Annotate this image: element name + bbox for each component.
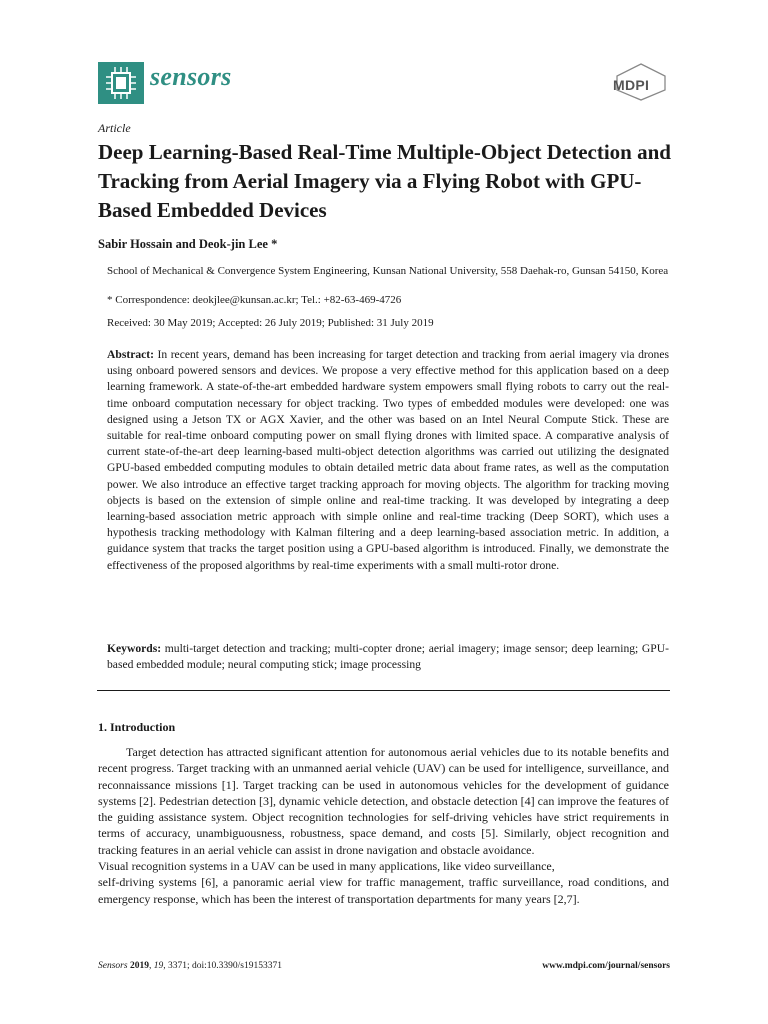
abstract-text: In recent years, demand has been increasing for target detection and tracking from aerial imagery via drones using onboard powered sensors and devices. We propose a very effective method for this application based on a deep learning framework. A state-of-the-art embedded hardware system empowers small flying robots to carry out the real-time onboard computation necessary for object tracking. Two types of embedded modules were developed: one was designed using a Jetson TX or AGX Xavier, and the other was based on an Intel Neural Compute Stick. These are suitable for real-time onboard computing power on small flying drones with limited space. A comparative analysis of current state-of-the-art deep learning-based multi-object detection algorithms was carried out utilizing the designated GPU-based embedded computing modules to obtain detailed metric data about frame rates, as well as the computation power. We also introduce an effective target tracking approach for moving objects. The algorithm for tracking moving objects is based on the extension of simple online and real-time tracking. It was developed by integrating a deep learning-based association metric approach with simple online and real-time tracking (Deep SORT), which uses a hypothesis tracking methodology with Kalman filtering and a deep learning-based association metric. In addition, a guidance system that tracks the target position using a GPU-based algorithm is introduced. Finally, we demonstrate the effectiveness of the proposed algorithms by real-time experiments with a small multi-rotor drone. [107,348,669,572]
footer-journal: Sensors [98,961,128,971]
journal-logo-icon [98,62,144,104]
footer-citation: Sensors 2019, 19, 3371; doi:10.3390/s19153371 [98,961,282,971]
intro-line: Visual recognition systems in a UAV can be used in many applications, like video surveillance, [98,859,555,874]
intro-paragraph-continued: self-driving systems [6], a panoramic aerial view for traffic management, traffic surveillance, road conditions, and emergency response, which has been the interest of transportation departments for many years [2,7]. [98,875,669,906]
publication-dates: Received: 30 May 2019; Accepted: 26 July 2019; Published: 31 July 2019 [107,317,434,329]
section-divider [97,690,670,691]
intro-paragraph: Target detection has attracted significant attention for autonomous aerial vehicles due to its notable benefits and recent progress. Target tracking with an unmanned aerial vehicle (UAV) can be used for intelligence, surveillance, and reconnaissance missions [1]. Target tracking can be used in autonomous vehicles for the development of guidance systems [2]. Pedestrian detection [3], dynamic vehicle detection, and obstacle detection [4] can improve the features of the guiding assistance system. Object recognition technologies for self-driving vehicles have strict requirements in terms of accuracy, unambiguousness, robustness, space demand, and costs [5]. Similarly, object recognition and tracking features in an aerial vehicle can assist in drone navigation and obstacle avoidance. [98,745,669,857]
footer-url[interactable]: www.mdpi.com/journal/sensors [542,961,670,971]
correspondence: * Correspondence: deokjlee@kunsan.ac.kr; Tel.: +82-63-469-4726 [107,294,402,306]
publisher-logo-text: MDPI [613,77,650,93]
footer-doi: , 3371; doi:10.3390/s19153371 [163,961,282,971]
keywords-label: Keywords: [107,642,162,655]
introduction-body [98,744,669,907]
keywords [107,641,669,673]
footer-volume: 19 [153,961,164,971]
keywords-text: multi-target detection and tracking; multi-copter drone; aerial imagery; image sensor; deep learning; GPU-based embedded module; neural computing stick; image processing [107,642,669,672]
abstract [107,347,669,574]
mdpi-logo-icon [611,62,671,102]
abstract-label: Abstract: [107,348,155,361]
affiliation: School of Mechanical & Convergence System Engineering, Kunsan National University, 558 Daehak-ro, Gunsan 54150, Korea [107,265,669,277]
footer-year: 2019 [129,961,149,971]
section-heading: 1. Introduction [98,720,176,734]
journal-name: sensors [150,62,232,91]
article-type: Article [98,121,131,135]
authors: Sabir Hossain and Deok-jin Lee * [98,237,278,251]
paper-title: Deep Learning-Based Real-Time Multiple-Object Detection and Tracking from Aerial Imagery via a Flying Robot with GPU-Based Embedded Devices [98,140,671,222]
